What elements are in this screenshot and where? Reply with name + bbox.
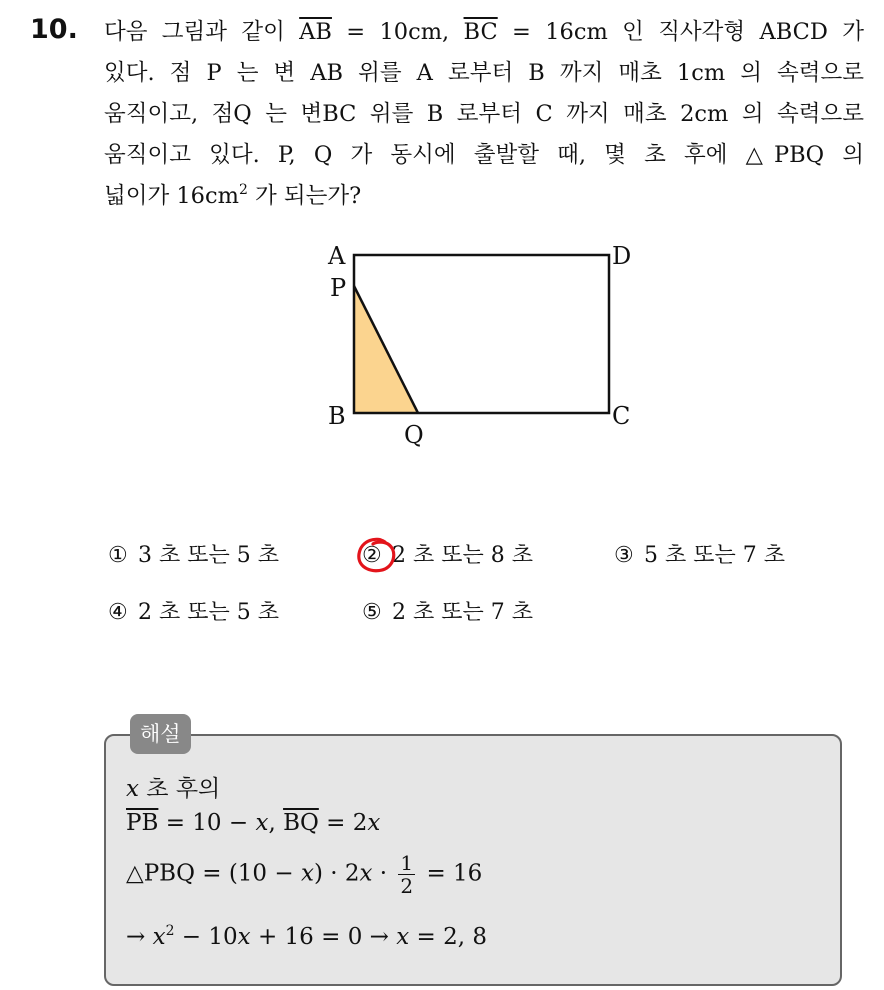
label-a: A [328,242,346,270]
question-line [104,176,864,217]
fraction-numerator: 1 [400,851,414,875]
solution-text: + 16 = 0 → [250,924,397,950]
segment-pb: $\overline{PB}$ [126,810,159,836]
question-line: 있다. 점 P 는 변 AB 위를 A 로부터 B 까지 매초 1cm 의 속력으로 [104,60,864,86]
label-b: B [328,402,346,430]
variable-x: x [152,924,166,950]
variable-x: x [367,810,381,836]
exponent: 2 [165,923,175,939]
solution-text: = 2, 8 [409,924,488,950]
solution-text: · [372,860,395,887]
choice-1[interactable] [108,542,279,570]
label-d: D [612,242,632,270]
solution-text: → [126,924,153,950]
choice-number: ④ [108,600,128,625]
choice-4[interactable] [108,599,279,627]
variable-x: x [396,924,410,950]
exponent: 2 [238,182,248,198]
rectangle-figure [320,236,650,456]
question-text-segment: = 16cm 인 직사각형 ABCD 가 [497,19,864,45]
solution-line-1 [126,770,220,803]
solution-line-3 [126,852,482,897]
question-number: 10. [30,14,78,45]
variable-x: x [359,860,373,887]
fraction-one-half [398,852,415,897]
solution-text: △PBQ = (10 − [126,860,301,887]
question-text-segment: 가 되는가? [247,183,362,209]
solution-text: − 10 [174,924,238,950]
fraction-denominator: 2 [400,874,414,898]
solution-line-4 [126,924,487,950]
label-p: P [330,274,347,302]
label-q: Q [404,421,424,449]
question-line [104,12,864,53]
choice-5[interactable] [362,599,533,627]
choice-text: 2 초 또는 5 초 [138,600,279,625]
solution-text: ) · 2 [313,860,360,887]
segment-bc: $\overline{BC}$ [463,19,498,45]
solution-tag: 해설 [130,714,191,754]
segment-ab: $\overline{AB}$ [299,19,332,45]
question-text-segment: 넓이가 16cm [104,183,239,209]
variable-x: x [126,776,139,802]
solution-text: = 10 − [158,810,256,836]
label-c: C [612,402,631,430]
choice-number: ⑤ [362,600,382,625]
solution-text: = 2 [318,810,368,836]
solution-text: = 16 [419,860,483,887]
choice-number: ① [108,543,128,568]
choice-text: 5 초 또는 7 초 [644,543,785,568]
choice-text: 2 초 또는 8 초 [392,543,533,568]
solution-text: , [268,810,284,836]
variable-x: x [237,924,251,950]
question-text [104,12,864,217]
question-text-segment: 다음 그림과 같이 [104,19,300,45]
choice-number: ③ [614,543,634,568]
solution-text: 초 후의 [138,776,221,802]
choice-text: 2 초 또는 7 초 [392,600,533,625]
solution-line-2 [126,810,380,836]
question-text-segment: = 10cm, [331,19,464,45]
question-line: 움직이고 있다. P, Q 가 동시에 출발할 때, 몇 초 후에 △PBQ 의 [104,142,864,168]
choice-3[interactable] [614,542,785,570]
choice-number: ② [362,543,382,568]
question-line: 움직이고, 점Q 는 변BC 위를 B 로부터 C 까지 매초 2cm 의 속력으로 [104,101,864,127]
choice-text: 3 초 또는 5 초 [138,543,279,568]
variable-x: x [300,860,314,887]
answer-mark-circle [355,536,399,576]
variable-x: x [255,810,269,836]
segment-bq: $\overline{BQ}$ [283,810,319,836]
